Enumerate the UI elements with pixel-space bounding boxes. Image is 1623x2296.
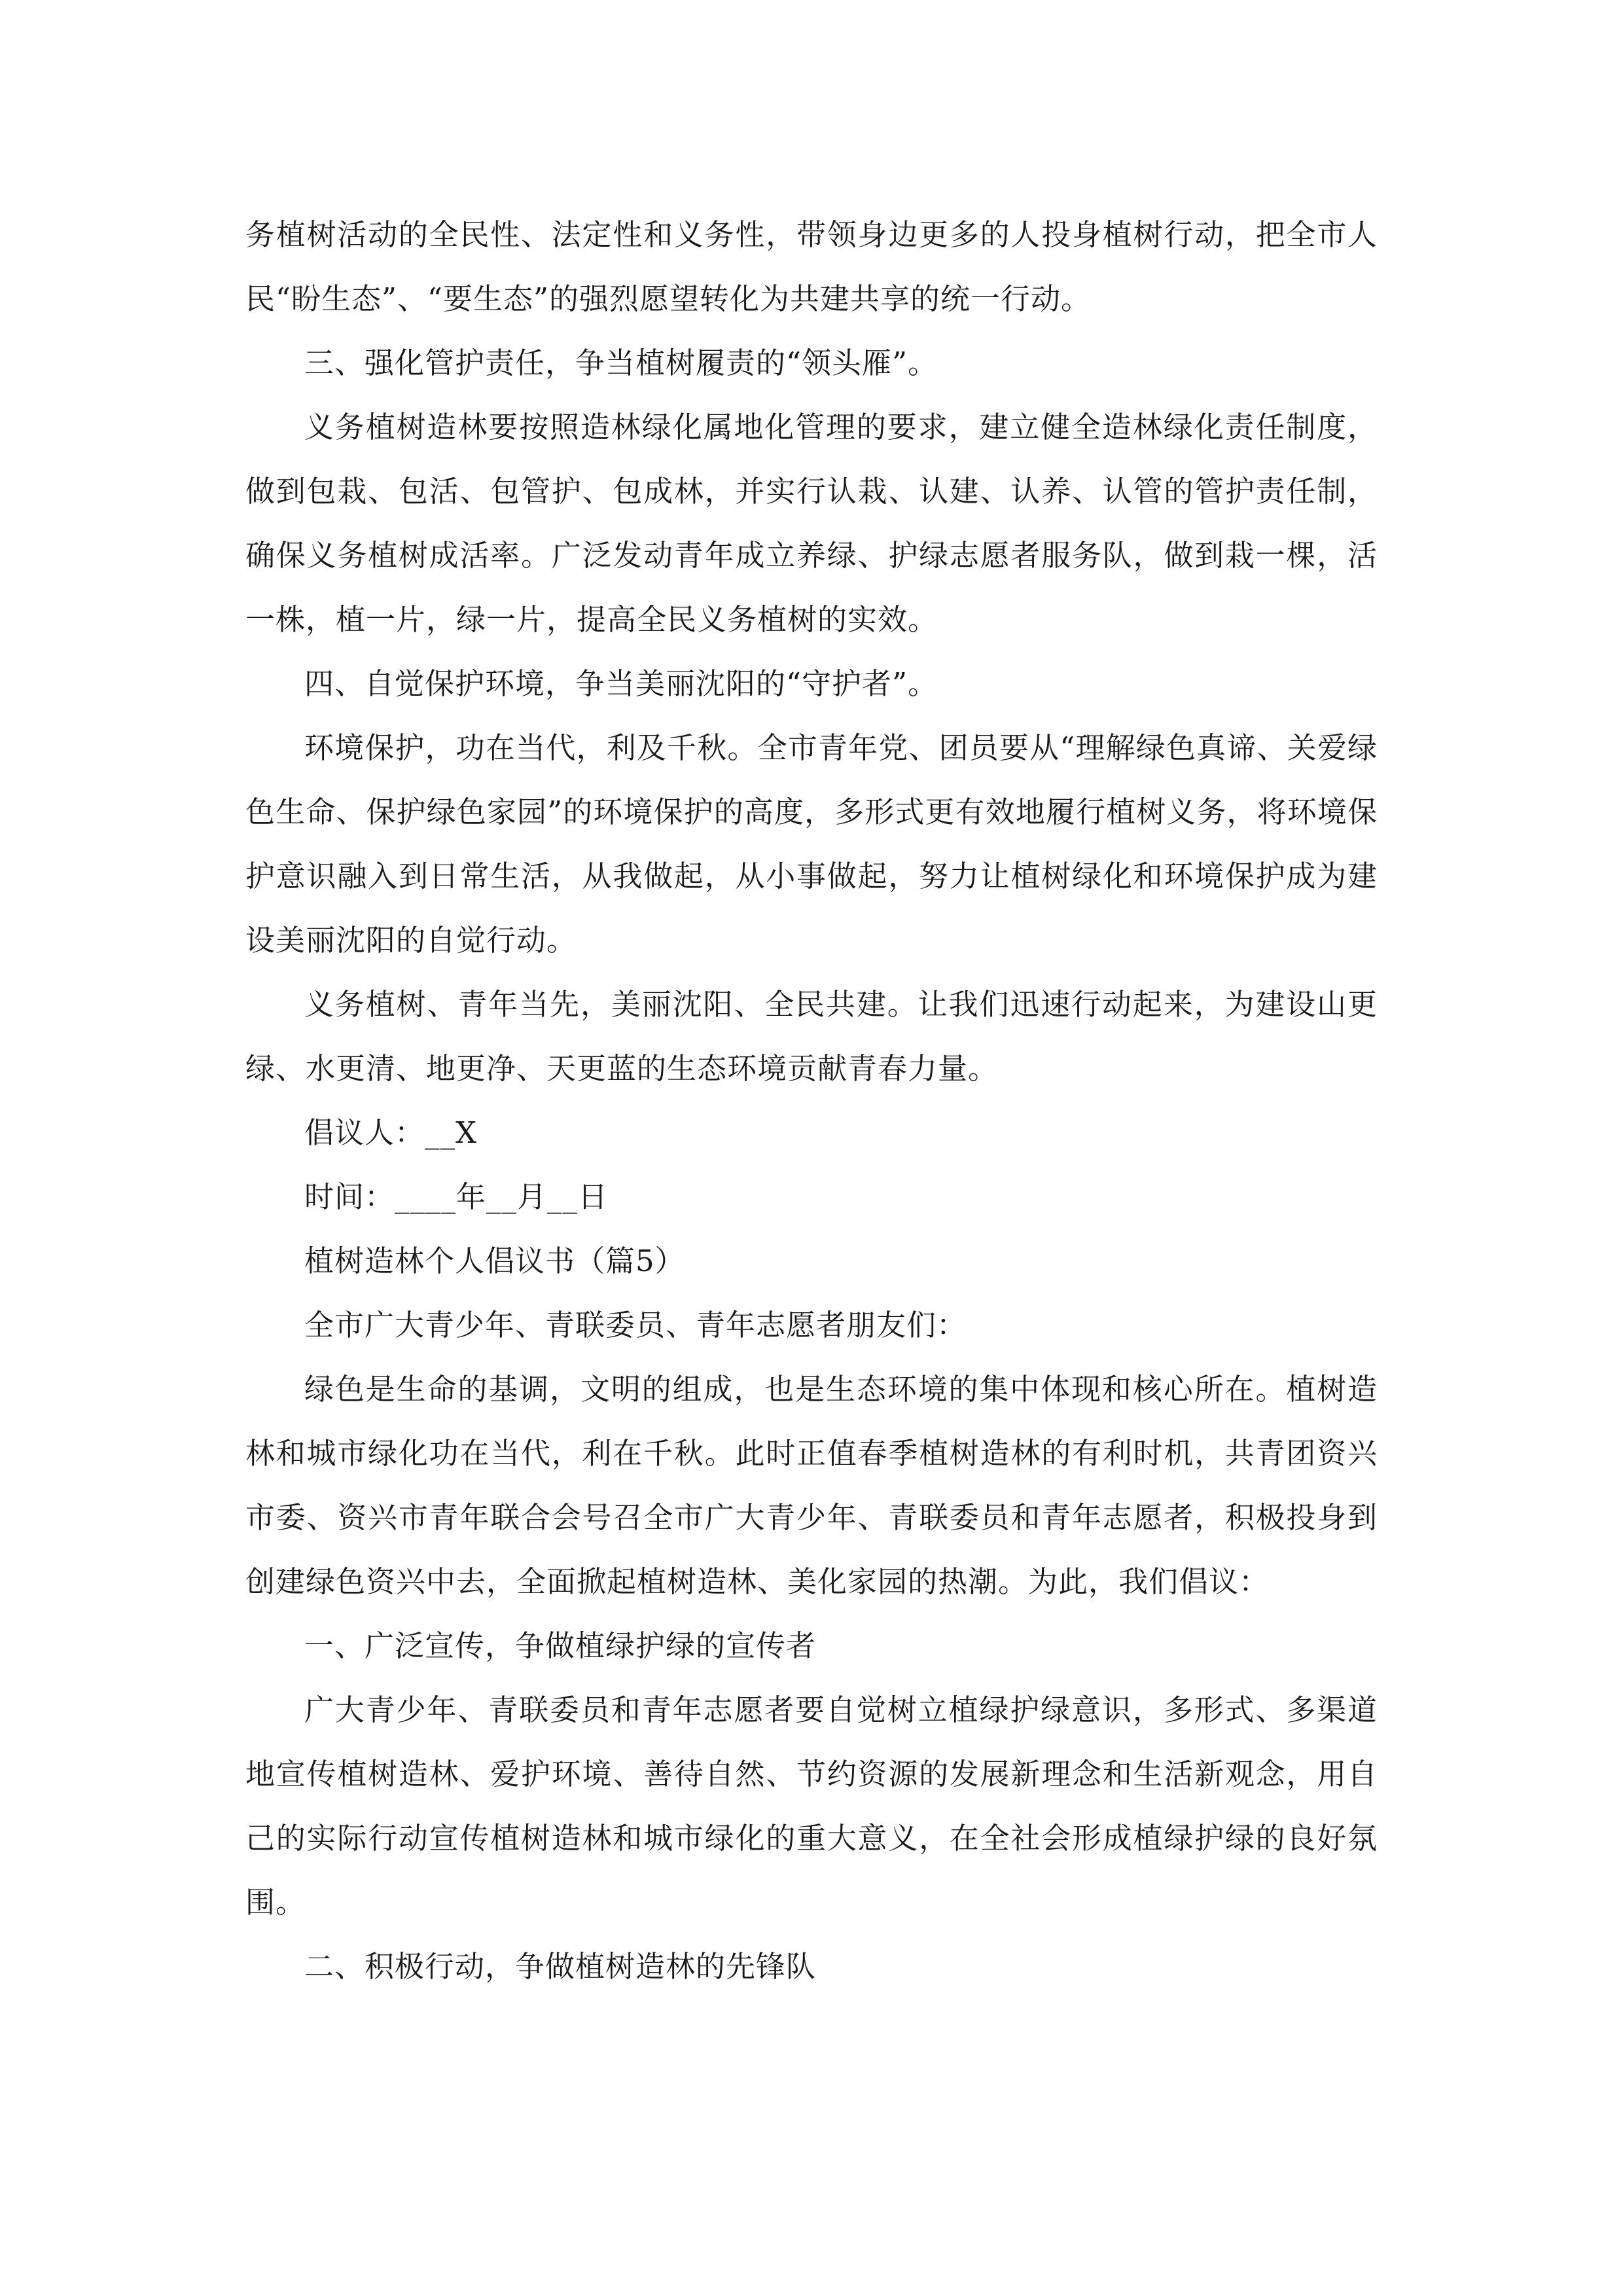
document-text-content [245,203,1378,1999]
paragraph: 务植树活动的全民性、法定性和义务性，带领身边更多的人投身植树行动，把全市人民“盼生态”、“要生态”的强烈愿望转化为共建共享的统一行动。 [245,217,1378,316]
paragraph: 四、自觉保护环境，争当美丽沈阳的“守护者”。 [304,666,938,701]
paragraph: 义务植树、青年当先，美丽沈阳、全民共建。让我们迅速行动起来，为建设山更绿、水更清、地更净、天更蓝的生态环境贡献青春力量。 [245,987,1378,1086]
list-item-heading: 二、积极行动，争做植树造林的先锋队 [304,1949,817,1984]
section-title: 植树造林个人倡议书（篇5） [304,1244,685,1278]
paragraph: 广大青少年、青联委员和青年志愿者要自觉树立植绿护绿意识，多形式、多渠道地宣传植树造林、爱护环境、善待自然、节约资源的发展新理念和生活新观念，用自己的实际行动宣传植树造林和城市绿化的重大意义，在全社会形成植绿护绿的良好氛围。 [245,1693,1378,1920]
list-item-heading: 一、广泛宣传，争做植绿护绿的宣传者 [304,1628,817,1663]
date-line: 时间：____年__月__日 [304,1179,609,1214]
paragraph: 三、强化管护责任，争当植树履责的“领头雁”。 [304,346,938,380]
paragraph: 绿色是生命的基调，文明的组成，也是生态环境的集中体现和核心所在。植树造林和城市绿化功在当代，利在千秋。此时正值春季植树造林的有利时机，共青团资兴市委、资兴市青年联合会号召全市广大青少年、青联委员和青年志愿者，积极投身到创建绿色资兴中去，全面掀起植树造林、美化家园的热潮。为此，我们倡议： [245,1372,1378,1599]
signature-line: 倡议人：__X [304,1115,478,1150]
paragraph: 义务植树造林要按照造林绿化属地化管理的要求，建立健全造林绿化责任制度，做到包栽、包活、包管护、包成林，并实行认栽、认建、认养、认管的管护责任制，确保义务植树成活率。广泛发动青年成立养绿、护绿志愿者服务队，做到栽一棵，活一株，植一片，绿一片，提高全民义务植树的实效。 [245,410,1378,637]
salutation: 全市广大青少年、青联委员、青年志愿者朋友们： [304,1308,967,1342]
paragraph: 环境保护，功在当代，利及千秋。全市青年党、团员要从“理解绿色真谛、关爱绿色生命、保护绿色家园”的环境保护的高度，多形式更有效地履行植树义务，将环境保护意识融入到日常生活，从我做起，从小事做起，努力让植树绿化和环境保护成为建设美丽沈阳的自觉行动。 [245,730,1378,958]
